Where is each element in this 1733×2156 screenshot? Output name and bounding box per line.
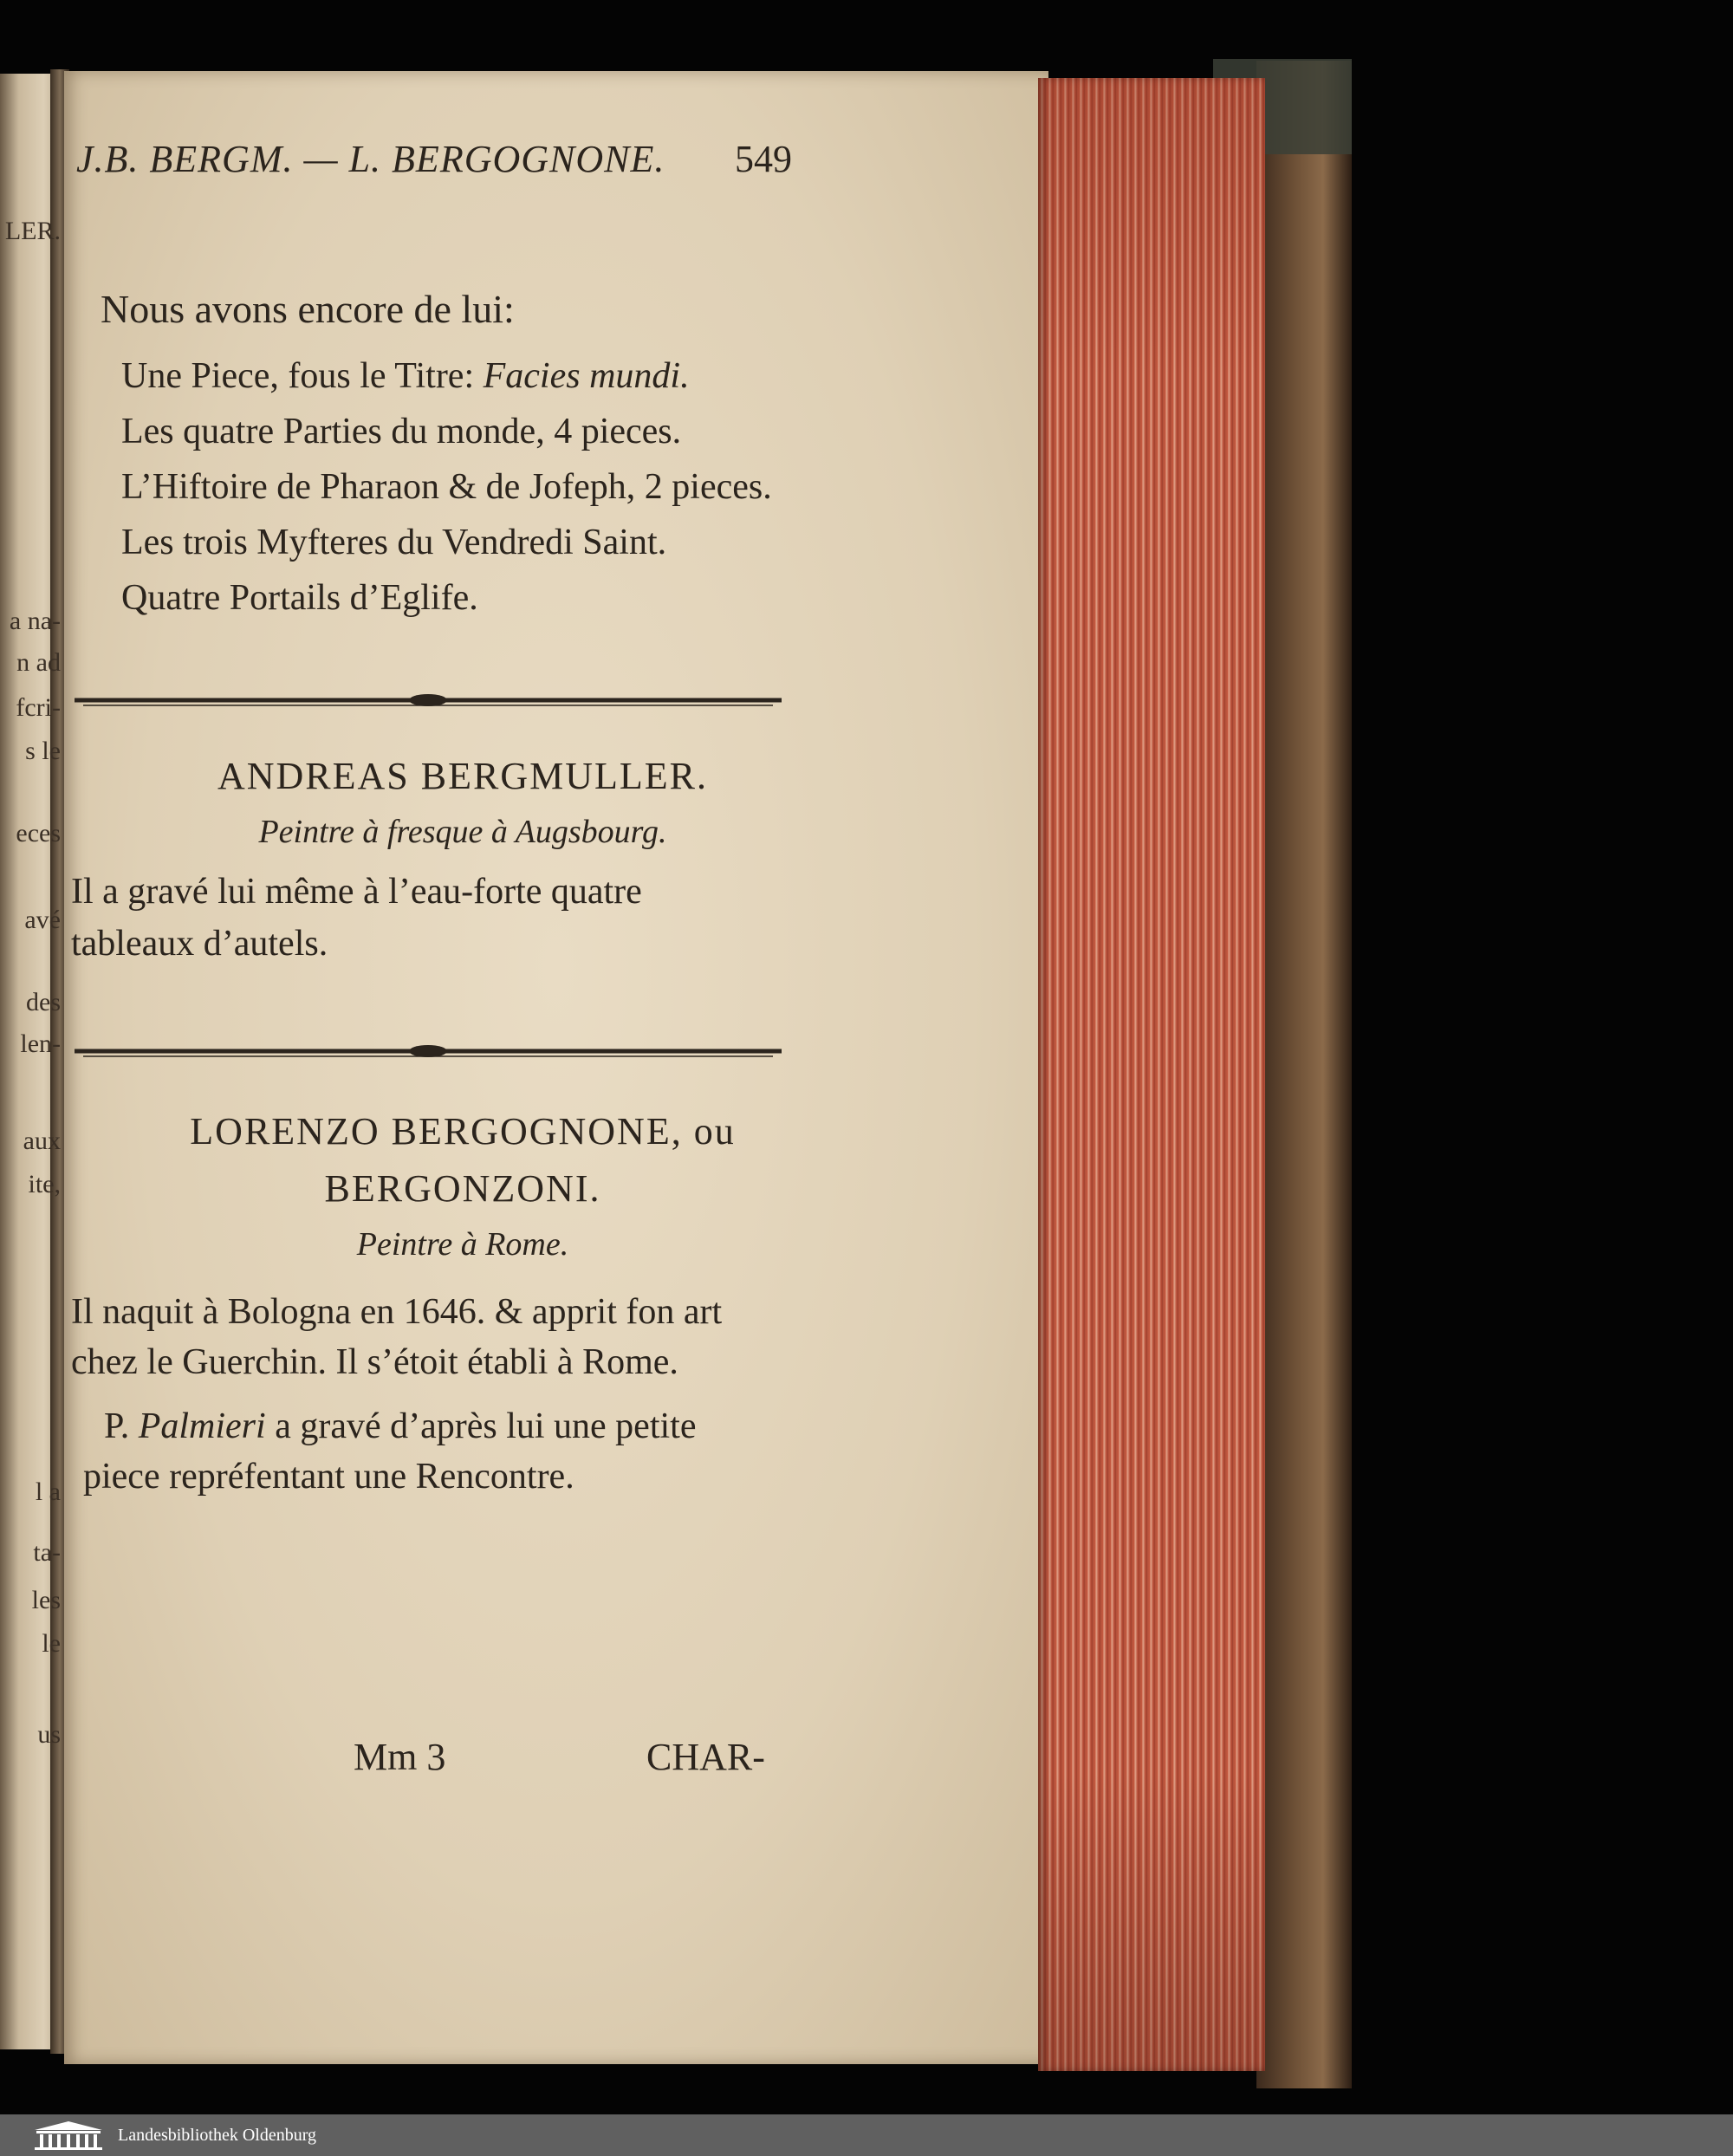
paragraph-line	[104, 1406, 696, 1447]
prev-page-fragment: le	[42, 1629, 61, 1658]
paragraph-line: Il a gravé lui même à l’eau-forte quatre	[71, 872, 642, 912]
paragraph-line: tableaux d’autels.	[71, 924, 328, 964]
list-item-italic: Facies mundi.	[483, 356, 690, 396]
artist-subtitle: Peintre à fresque à Augsbourg.	[258, 814, 667, 850]
section-intro: Nous avons encore de lui:	[101, 287, 515, 331]
prev-page-fragment: fcri-	[16, 693, 61, 722]
paragraph-line: piece repréfentant une Rencontre.	[83, 1457, 574, 1497]
paragraph-line: Il naquit à Bologna en 1646. & apprit fon art	[71, 1292, 723, 1332]
page-number: 549	[735, 138, 792, 180]
ornamental-rule	[75, 1044, 782, 1058]
artist-subtitle: Peintre à Rome.	[356, 1226, 569, 1263]
running-header: J.B. BERGM. — L. BERGOGNONE.	[76, 138, 665, 180]
paragraph-line: chez le Guerchin. Il s’étoit établi à Rome.	[71, 1342, 678, 1382]
prev-page-fragment: les	[31, 1586, 61, 1614]
prev-page-fragment: aux	[23, 1127, 61, 1155]
prev-page-fragment: us	[37, 1720, 61, 1749]
list-item: Les trois Myfteres du Vendredi Saint.	[121, 523, 667, 562]
prev-page-fragment: des	[26, 988, 61, 1016]
artist-name: ANDREAS BERGMULLER.	[217, 755, 709, 797]
prev-page-fragment: n ad	[16, 648, 61, 677]
prev-page-fragment: s le	[25, 737, 61, 765]
library-name: Landesbibliothek Oldenburg	[118, 2126, 317, 2145]
prev-page-fragment: eces	[16, 819, 61, 847]
artist-name: LORENZO BERGOGNONE, ou	[190, 1110, 736, 1153]
engraver-name: Palmieri	[138, 1406, 266, 1446]
prev-page-fragment: ite,	[28, 1170, 61, 1198]
prev-page-fragment: avé	[24, 906, 61, 934]
prev-page-fragment: LER.	[4, 217, 61, 245]
list-item: Quatre Portails d’Eglife.	[121, 578, 478, 618]
list-item-text: Une Piece, fous le Titre:	[121, 356, 484, 396]
list-item: L’Hiftoire de Pharaon & de Jofeph, 2 pieces.	[121, 467, 772, 507]
prev-page-fragment: len-	[20, 1029, 61, 1058]
library-building-icon	[31, 2120, 106, 2151]
prev-page-fragment: ta-	[33, 1538, 61, 1567]
catchword: CHAR-	[646, 1736, 765, 1778]
paragraph-text: a gravé d’après lui une petite	[265, 1406, 697, 1446]
list-item: Les quatre Parties du monde, 4 pieces.	[121, 412, 682, 451]
fore-edge-shading	[1038, 78, 1265, 2071]
prev-page-fragment: a na-	[9, 607, 61, 635]
artist-name: BERGONZONI.	[324, 1167, 601, 1210]
book-cover-edge	[1256, 61, 1352, 2088]
paragraph-text: P.	[104, 1406, 139, 1446]
signature-mark: Mm 3	[354, 1736, 446, 1778]
prev-page-fragment: l a	[35, 1477, 61, 1506]
